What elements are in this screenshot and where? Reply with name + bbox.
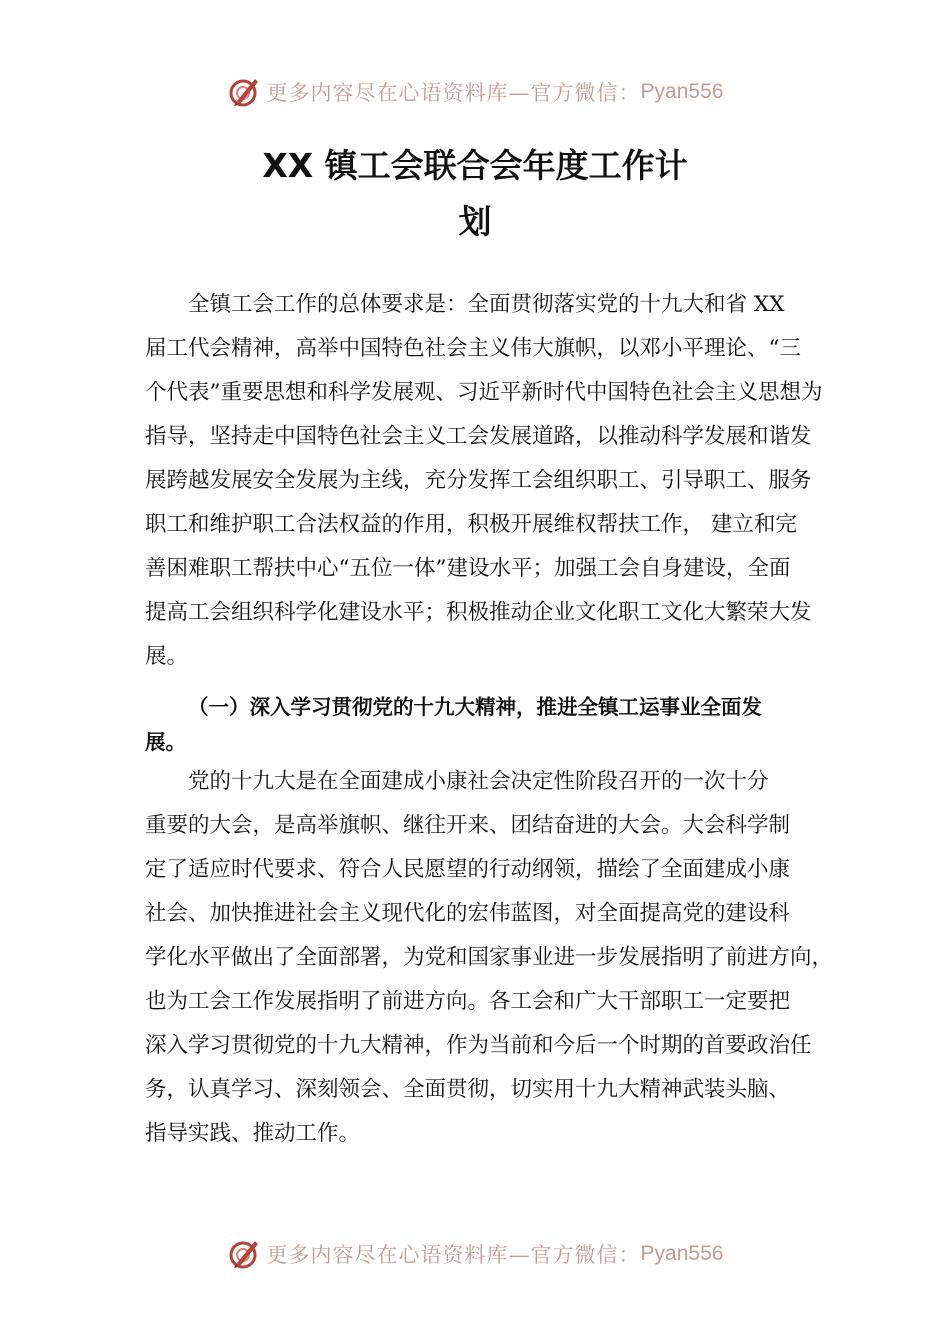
section-line: 党的十九大是在全面建成小康社会决定性阶段召开的一次十分 bbox=[188, 769, 769, 794]
intro-line: 个代表”重要思想和科学发展观、习近平新时代中国特色社会主义思想为 bbox=[145, 380, 823, 405]
section-line: 深入学习贯彻党的十九大精神，作为当前和今后一个时期的首要政治任 bbox=[145, 1033, 812, 1058]
banner-text: 更多内容尽在心语资料库—官方微信： bbox=[266, 81, 641, 105]
document-title-line-1: XX 镇工会联合会年度工作计 bbox=[262, 146, 688, 185]
pen-logo-icon bbox=[227, 1237, 261, 1271]
section-line: 也为工会工作发展指明了前进方向。各工会和广大干部职工一定要把 bbox=[145, 989, 791, 1014]
intro-line: 届工代会精神，高举中国特色社会主义伟大旗帜，以邓小平理论、“三 bbox=[145, 336, 801, 361]
banner-text: 更多内容尽在心语资料库—官方微信： bbox=[266, 1243, 641, 1267]
section-line: 务，认真学习、深刻领会、全面贯彻，切实用十九大精神武装头脑、 bbox=[145, 1077, 791, 1102]
section-line: 定了适应时代要求、符合人民愿望的行动纲领，描绘了全面建成小康 bbox=[145, 857, 791, 882]
intro-line: 展跨越发展安全发展为主线，充分发挥工会组织职工、引导职工、服务 bbox=[145, 468, 812, 493]
intro-line: 善困难职工帮扶中心“五位一体”建设水平；加强工会自身建设，全面 bbox=[145, 556, 791, 581]
intro-line: 指导，坚持走中国特色社会主义工会发展道路，以推动科学发展和谐发 bbox=[145, 424, 812, 449]
footer-banner bbox=[0, 1234, 950, 1274]
section-line: 社会、加快推进社会主义现代化的宏伟蓝图，对全面提高党的建设科 bbox=[145, 901, 791, 926]
header-banner bbox=[0, 72, 950, 112]
banner-wechat-handle: Pyan556 bbox=[640, 80, 724, 103]
intro-line: 展。 bbox=[145, 644, 189, 669]
banner-wechat-handle: Pyan556 bbox=[640, 1242, 724, 1265]
document-title-line-2: 划 bbox=[458, 202, 492, 241]
section-line: 学化水平做出了全面部署，为党和国家事业进一步发展指明了前进方向， bbox=[145, 945, 834, 970]
section-heading-line: 展。 bbox=[145, 730, 186, 754]
section-line: 指导实践、推动工作。 bbox=[145, 1121, 361, 1146]
section-line: 重要的大会，是高举旗帜、继往开来、团结奋进的大会。大会科学制 bbox=[145, 813, 791, 838]
pen-logo-icon bbox=[227, 75, 261, 109]
intro-line: 全镇工会工作的总体要求是：全面贯彻落实党的十九大和省 XX bbox=[188, 292, 785, 317]
section-heading-line: （一）深入学习贯彻党的十九大精神，推进全镇工运事业全面发 bbox=[188, 695, 762, 719]
intro-line: 职工和维护职工合法权益的作用，积极开展维权帮扶工作， 建立和完 bbox=[145, 512, 797, 537]
intro-line: 提高工会组织科学化建设水平；积极推动企业文化职工文化大繁荣大发 bbox=[145, 600, 812, 625]
